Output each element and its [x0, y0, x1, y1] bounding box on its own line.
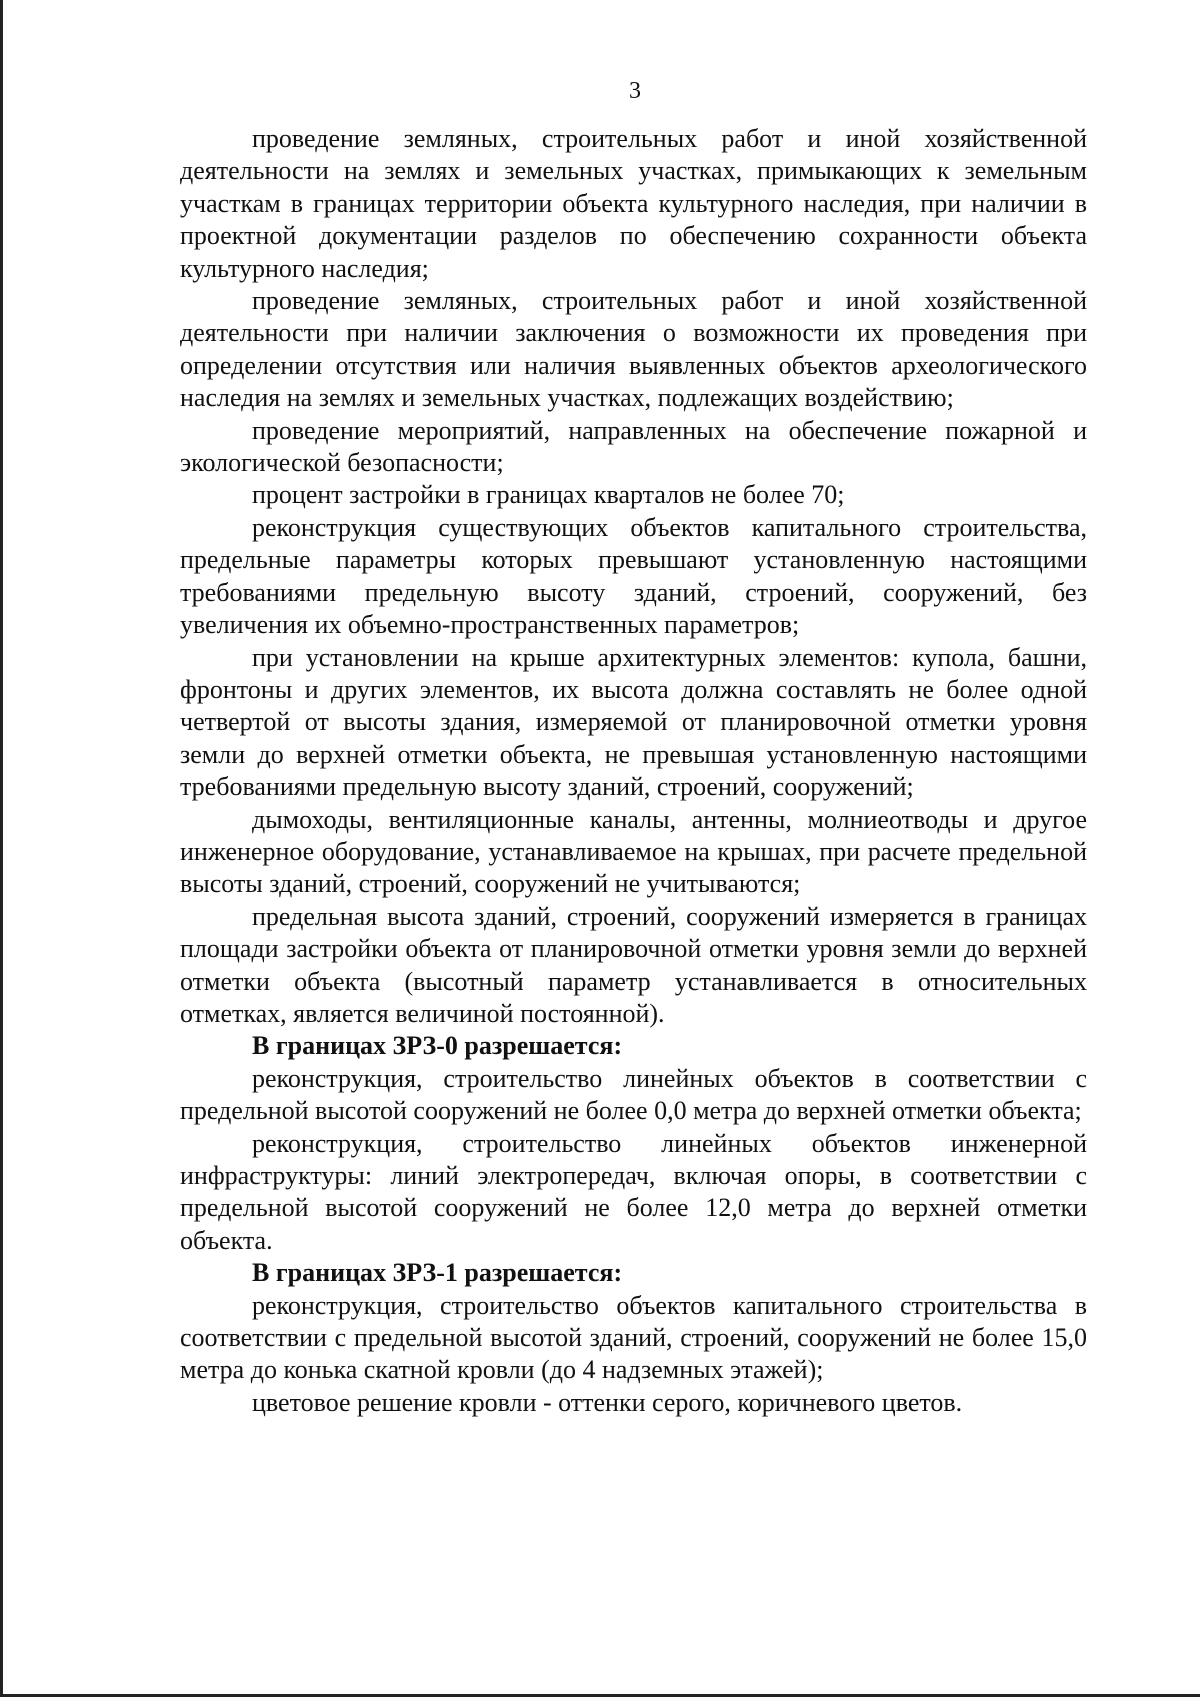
document-body — [180, 123, 1087, 1419]
scan-border-left — [0, 0, 3, 1697]
paragraph-height-measurement: предельная высота зданий, строений, сооружений измеряется в границах площади застройки объекта от планировочной отметки уровня земли до верхней отметки объекта (высотный параметр устанавливается в относительных отметках, является величиной постоянной). — [180, 901, 1087, 1028]
paragraph-fire-ecology-safety: проведение мероприятий, направленных на обеспечение пожарной и экологической безопасности; — [180, 415, 1087, 478]
paragraph-earthworks-conclusion: проведение земляных, строительных работ и иной хозяйственной деятельности при наличии заключения о возможности их проведения при определении отсутствия или наличия выявленных объектов археологического наследия на землях и земельных участках, подлежащих воздействию; — [180, 286, 1087, 413]
paragraph-reconstruction-existing: реконструкция существующих объектов капитального строительства, предельные параметры которых превышают установленную настоящими требованиями предельную высоту зданий, строений, сооружений, без увеличения их объемно-пространственных параметров; — [180, 512, 1087, 640]
paragraph-building-percentage: процент застройки в границах кварталов не более 70; — [252, 480, 845, 510]
paragraph-roof-elements: при установлении на крыше архитектурных элементов: купола, башни, фронтоны и других элементов, их высота должна составлять не более одной четвертой от высоты здания, измеряемой от планировочной отметки уровня земли до верхней отметки объекта, не превышая установленную настоящими требованиями предельную высоту зданий, строений, сооружений; — [180, 642, 1087, 802]
heading-zrz-0: В границах ЗРЗ-0 разрешается: — [252, 1031, 623, 1061]
heading-zrz-1: В границах ЗРЗ-1 разрешается: — [252, 1258, 623, 1288]
paragraph-zrz1-capital-construction: реконструкция, строительство объектов капитального строительства в соответствии с предельной высотой зданий, строений, сооружений не более 15,0 метра до конька скатной кровли (до 4 надземных этажей); — [180, 1290, 1087, 1385]
paragraph-zrz0-power-lines: реконструкция, строительство линейных объектов инженерной инфраструктуры: линий электропередач, включая опоры, в соответствии с предельной высотой сооружений не более 12,0 метра до верхней отметки объекта. — [180, 1128, 1087, 1255]
page-number: 3 — [629, 78, 641, 104]
paragraph-zrz0-linear-objects: реконструкция, строительство линейных объектов в соответствии с предельной высотой сооружений не более 0,0 метра до верхней отметки объекта; — [180, 1063, 1087, 1126]
paragraph-zrz1-roof-color: цветовое решение кровли - оттенки серого, коричневого цветов. — [252, 1387, 963, 1417]
paragraph-roof-equipment: дымоходы, вентиляционные каналы, антенны, молниеотводы и другое инженерное оборудование, устанавливаемое на крышах, при расчете предельной высоты зданий, строений, сооружений не учитываются; — [180, 804, 1087, 899]
paragraph-earthworks-adjacent: проведение земляных, строительных работ и иной хозяйственной деятельности на землях и земельных участках, примыкающих к земельным участкам в границах территории объекта культурного наследия, при наличии в проектной документации разделов по обеспечению сохранности объекта культурного наследия; — [180, 124, 1087, 283]
